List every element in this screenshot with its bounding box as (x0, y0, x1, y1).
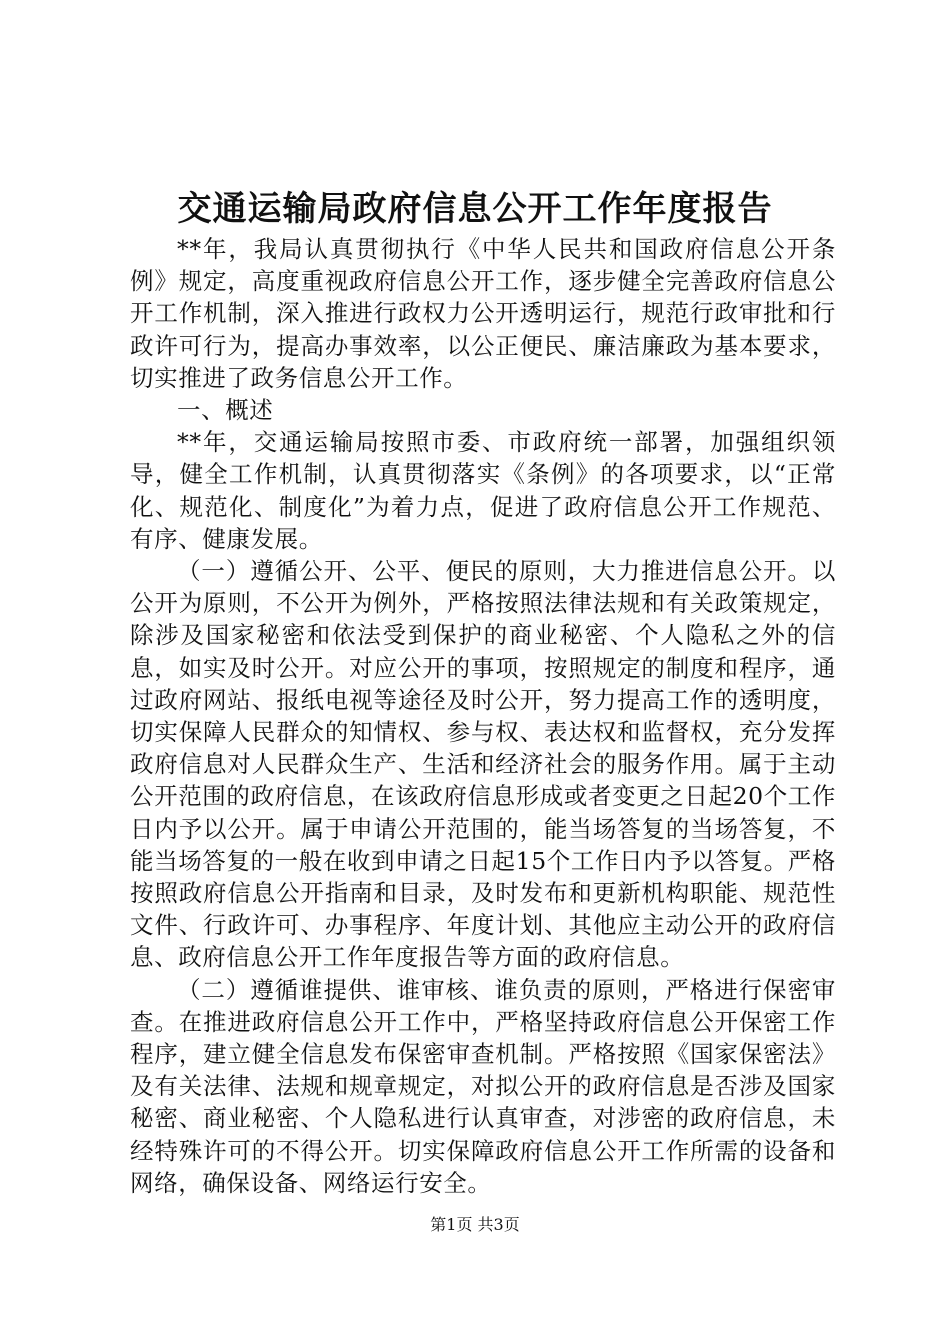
section-heading-overview: 一、概述 (177, 396, 274, 425)
document-title: 交通运输局政府信息公开工作年度报告 (177, 189, 773, 229)
document-body (130, 233, 836, 1199)
intro-paragraph: **年，我局认真贯彻执行《中华人民共和国政府信息公开条例》规定，高度重视政府信息公开工作，逐步健全完善政府信息公开工作机制，深入推进行政权力公开透明运行，规范行政审批和行政许可行为，提高办事效率，以公正便民、廉洁廉政为基本要求，切实推进了政务信息公开工作。 (130, 235, 836, 392)
page-number-footer: 第1页 共3页 (430, 1215, 520, 1234)
section-two-paragraph: （二）遵循谁提供、谁审核、谁负责的原则，严格进行保密审查。在推进政府信息公开工作中，严格坚持政府信息公开保密工作程序，建立健全信息发布保密审查机制。严格按照《国家保密法》及有关法律、法规和规章规定，对拟公开的政府信息是否涉及国家秘密、商业秘密、个人隐私进行认真审查，对涉密的政府信息，未经特殊许可的不得公开。切实保障政府信息公开工作所需的设备和网络，确保设备、网络运行安全。 (130, 975, 836, 1197)
section-one-paragraph: （一）遵循公开、公平、便民的原则，大力推进信息公开。以公开为原则，不公开为例外，严格按照法律法规和有关政策规定，除涉及国家秘密和依法受到保护的商业秘密、个人隐私之外的信息，如实及时公开。对应公开的事项，按照规定的制度和程序，通过政府网站、报纸电视等途径及时公开，努力提高工作的透明度，切实保障人民群众的知情权、参与权、表达权和监督权，充分发挥政府信息对人民群众生产、生活和经济社会的服务作用。属于主动公开范围的政府信息，在该政府信息形成或者变更之日起20个工作日内予以公开。属于申请公开范围的，能当场答复的当场答复，不能当场答复的一般在收到申请之日起15个工作日内予以答复。严格按照政府信息公开指南和目录，及时发布和更新机构职能、规范性文件、行政许可、办事程序、年度计划、其他应主动公开的政府信息、政府信息公开工作年度报告等方面的政府信息。 (130, 557, 836, 972)
overview-paragraph: **年，交通运输局按照市委、市政府统一部署，加强组织领导，健全工作机制，认真贯彻落实《条例》的各项要求，以“正常化、规范化、制度化”为着力点，促进了政府信息公开工作规范、有序、健康发展。 (130, 428, 836, 553)
